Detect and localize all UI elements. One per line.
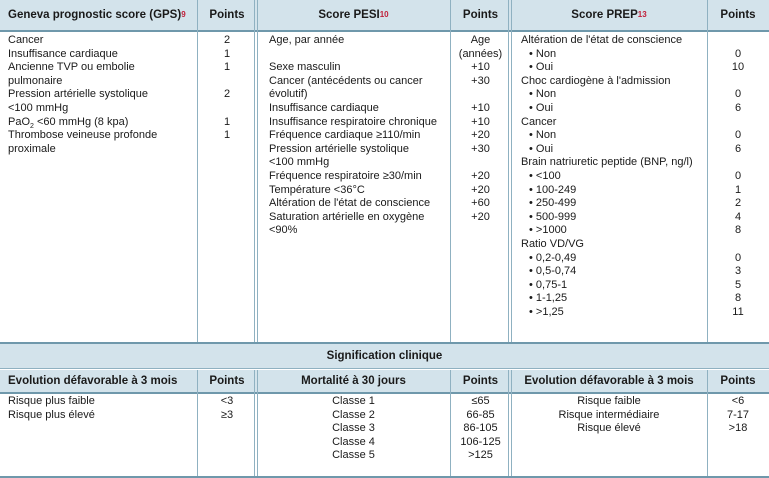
sig-pesi-header: Mortalité à 30 jours (257, 370, 450, 392)
col-divider-7 (707, 0, 708, 342)
sig-gps-header: Evolution défavorable à 3 mois (0, 370, 197, 392)
sig-gps-points: <3 ≥3 (197, 395, 257, 422)
sig-divider-7 (707, 370, 708, 476)
sig-prep-points: <6 7-17 >18 (707, 395, 769, 436)
sig-divider-6 (511, 370, 512, 476)
prep-title: Score PREP (571, 9, 638, 21)
pesi-points-header: Points (450, 0, 511, 30)
pesi-labels: Age, par année Sexe masculin Cancer (antécédents ou cancer évolutif) Insuffisance cardiaque Insuffisance respiratoire chronique Fréquence cardiaque ≥110/min Pression artérielle systolique <100 mmHg Fréquence respiratoire ≥30/min Température <36°C Altération de l'état de conscience Saturation artérielle en oxygène <90% (257, 34, 450, 238)
sig-divider-3 (257, 370, 258, 476)
sig-pesi-labels: Classe 1 Classe 2 Classe 3 Classe 4 Classe 5 (257, 395, 450, 463)
rule-after-signification (0, 368, 769, 369)
sig-divider-5 (508, 370, 509, 476)
gps-title: Geneva prognostic score (GPS) (8, 9, 182, 21)
rule-after-subheaders (0, 392, 769, 394)
gps-header: Geneva prognostic score (GPS) 9 (0, 0, 197, 30)
sig-pesi-points: ≤65 66-85 86-105 106-125 >125 (450, 395, 511, 463)
col-divider-5 (508, 0, 509, 342)
sig-divider-2 (254, 370, 255, 476)
sig-prep-labels: Risque faible Risque intermédiaire Risque élevé (511, 395, 707, 436)
pesi-points: Age (années) +10 +30 +10 +10 +20 +30 +20 +20 +60 +20 (450, 34, 511, 238)
pesi-title: Score PESI (318, 9, 380, 21)
rule-top (0, 30, 769, 32)
prep-header: Score PREP 13 (511, 0, 707, 30)
sig-gps-labels: Risque plus faible Risque plus élevé (0, 395, 197, 422)
rule-before-signification (0, 342, 769, 344)
sig-prep-header: Evolution défavorable à 3 mois (511, 370, 707, 392)
col-divider-6 (511, 0, 512, 342)
sig-gps-points-header: Points (197, 370, 257, 392)
signification-header: Signification clinique (0, 344, 769, 368)
col-divider-1 (197, 0, 198, 342)
gps-labels: Cancer Insuffisance cardiaque Ancienne TVP ou embolie pulmonaire Pression artérielle systolique <100 mmHg PaO$_2$ <60 mmHg (8 kpa) Thrombose veineuse profonde proximale (0, 34, 197, 156)
col-divider-2 (254, 0, 255, 342)
pesi-header: Score PESI 10 (257, 0, 450, 30)
sig-prep-points-header: Points (707, 370, 769, 392)
prep-points: 0 10 0 6 0 6 0 1 2 4 8 0 3 5 8 11 (707, 34, 769, 319)
gps-points: 2 1 1 2 1 1 (197, 34, 257, 156)
col-divider-4 (450, 0, 451, 342)
sig-divider-1 (197, 370, 198, 476)
prep-points-header: Points (707, 0, 769, 30)
gps-points-header: Points (197, 0, 257, 30)
col-divider-3 (257, 0, 258, 342)
prep-labels: Altération de l'état de conscience • Non • Oui Choc cardiogène à l'admission • Non • Oui Cancer • Non • Oui Brain natriuretic peptide (BNP, ng/l) • <100 • 100-249 • 250-499 • 500-999 • >1000 Ratio VD/VG • 0,2-0,49 • 0,5-0,74 • 0,75-1 • 1-1,25 • >1,25 (511, 34, 707, 319)
sig-divider-4 (450, 370, 451, 476)
pao2-label: PaO$_2$ <60 mmHg (8 kpa) (8, 115, 129, 130)
sig-pesi-points-header: Points (450, 370, 511, 392)
